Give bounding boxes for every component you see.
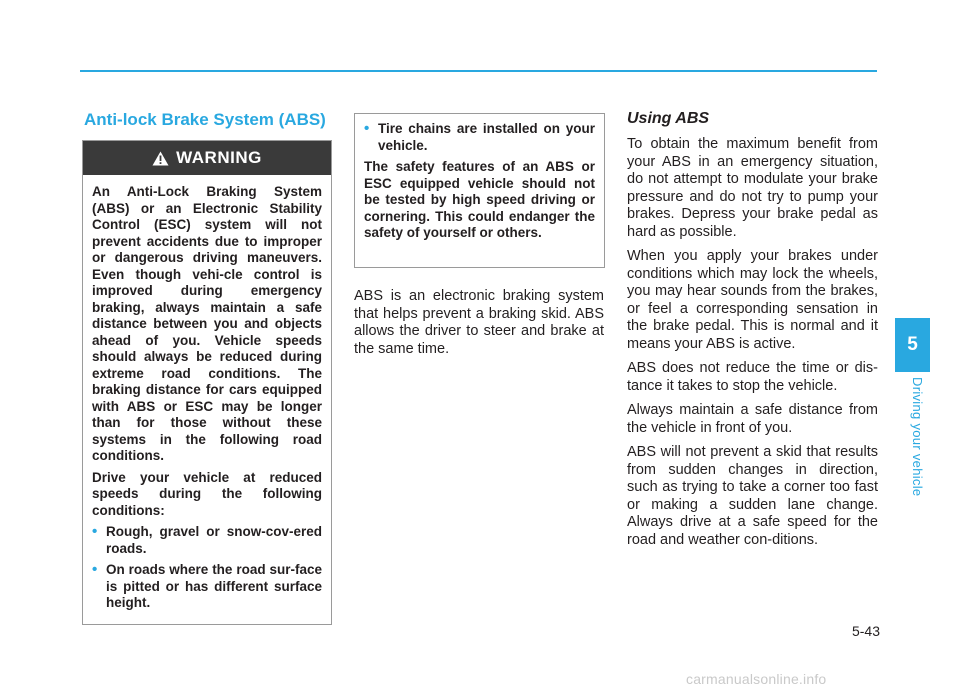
warning-body <box>83 175 331 612</box>
warning-label: WARNING <box>176 148 262 167</box>
warning-triangle-icon <box>152 151 169 166</box>
warning-header <box>83 141 331 175</box>
section-title: Anti-lock Brake System (ABS) <box>84 110 326 129</box>
warning-bullet <box>92 562 322 612</box>
using-abs-title: Using ABS <box>627 110 710 127</box>
abs-intro-paragraph: ABS is an electronic braking system that helps prevent a braking skid. ABS allows the driver to steer and brake at the same time. <box>354 288 604 357</box>
warning-box <box>82 140 332 625</box>
body-paragraph: ABS does not reduce the time or dis-tance it takes to stop the vehicle. <box>627 360 878 394</box>
warning-bullet <box>364 121 595 154</box>
bullet-dot-icon: • <box>92 561 98 578</box>
warning-bullet-text: Rough, gravel or snow-cov-ered roads. <box>106 524 322 556</box>
warning-continued-box <box>354 113 605 268</box>
warning-bullet-text: Tire chains are installed on your vehicle. <box>378 121 595 153</box>
bullet-dot-icon: • <box>92 523 98 540</box>
page-number: 5-43 <box>851 623 880 639</box>
body-paragraph: To obtain the maximum benefit from your ABS in an emergency situation, do not attempt to modulate your brake pressure and do not try to pump your brakes. Depress your brake pedal as hard as possible. <box>627 136 878 240</box>
using-abs-section <box>627 110 878 556</box>
warning-paragraph: An Anti-Lock Braking System (ABS) or an Electronic Stability Control (ESC) system will not prevent accidents due to improper or dangerous driving maneuvers. Even though vehi-cle control is improved during emergency braking, always maintain a safe distance between you and objects ahead of you. Vehicle speeds should always be reduced during extreme road conditions. The braking distance for cars equipped with ABS or ESC may be longer than for those without these systems in the following road conditions. <box>92 184 322 463</box>
chapter-number-tab: 5 <box>895 318 930 372</box>
warning-bullet <box>92 524 322 557</box>
body-paragraph: Always maintain a safe distance from the vehicle in front of you. <box>627 402 878 436</box>
body-paragraph: When you apply your brakes under conditions which may lock the wheels, you may hear sounds from the brakes, or feel a corresponding sensation in the brake pedal. This is normal and it means your ABS is active. <box>627 248 878 352</box>
chapter-label: Driving your vehicle <box>910 377 925 497</box>
body-paragraph: ABS will not prevent a skid that results from sudden changes in direction, such as trying to take a corner too fast or making a sudden lane change. Always drive at a safe speed for the road and weather con-ditions. <box>627 444 878 548</box>
warning-paragraph: The safety features of an ABS or ESC equipped vehicle should not be tested by high speed driving or cornering. This could endanger the safety of yourself or others. <box>364 159 595 240</box>
warning-paragraph: Drive your vehicle at reduced speeds during the following conditions: <box>92 469 322 518</box>
bullet-dot-icon: • <box>364 120 370 137</box>
warning-bullet-text: On roads where the road sur-face is pitted or has different surface height. <box>106 562 322 610</box>
watermark: carmanualsonline.info <box>686 671 827 687</box>
header-rule <box>80 70 877 72</box>
